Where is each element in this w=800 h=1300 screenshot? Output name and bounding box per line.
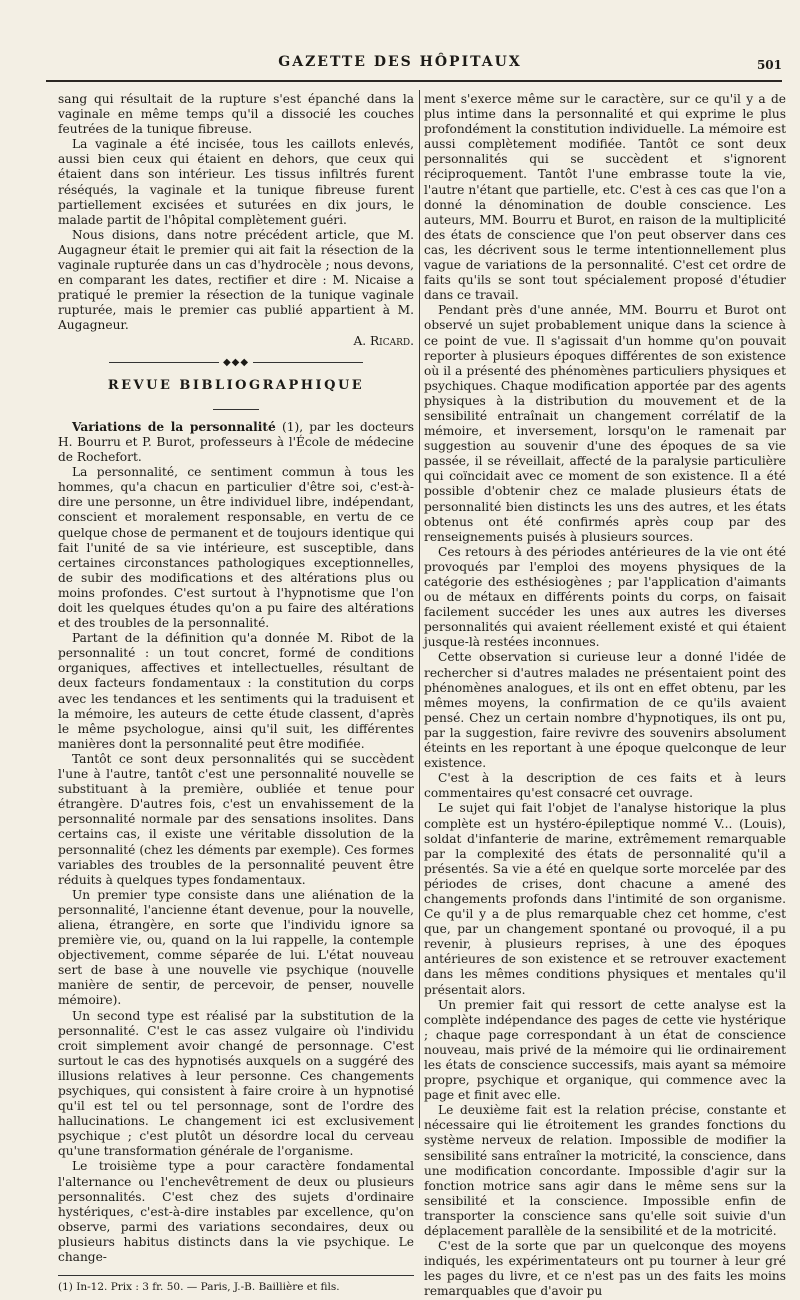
section-heading: REVUE BIBLIOGRAPHIQUE xyxy=(107,377,365,393)
paragraph: Un premier type consiste dans une aliénation de la personnalité, l'ancienne étant devenue, pour la nouvelle, aliena, étrangère, en sorte que l'individu ignore sa première vie, ou, quand on la lui rappelle, la contemple objectivement, comme séparée de lui. L'état nouveau sert de base à une nouvelle vie psychique (nouvelle manière de sentir, de percevoir, de penser, nouvelle mémoire). xyxy=(58,887,414,1008)
paragraph: Ces retours à des périodes antérieures de la vie ont été provoqués par l'emploi des moyens physiques de la catégorie des esthésiogènes ; par l'application d'aimants ou de métaux en différents points du corps, on faisait facilement succéder les unes aux autres les diverses personnalités qui avaient réellement existé et qui étaient jusque-là restées inconnues. xyxy=(424,544,786,650)
header-rule xyxy=(46,80,782,82)
paragraph: La personnalité, ce sentiment commun à tous les hommes, qu'a chacun en particulier d'être soi, c'est-à-dire une personne, un être individuel libre, indépendant, conscient et moralement responsable, en vertu de ce quelque chose de permanent et de toujours identique qui fait l'unité de sa vie intérieure, est susceptible, dans certaines circonstances pathologiques exceptionnelles, de subir des modifications et des altérations plus ou moins profondes. C'est surtout à l'hypnotisme que l'on doit les quelques études qu'on a pu faire des altérations et des troubles de la personnalité. xyxy=(58,465,414,631)
paragraph: Le sujet qui fait l'objet de l'analyse historique la plus complète est un hystéro-épileptique nommé V... (Louis), soldat d'infanterie de marine, extrêmement remarquable par la complexité des états de personnalité qu'il a présentés. Sa vie a été en quelque sorte morcelée par des périodes de crises, dont chacune a amené des changements profonds dans l'intimité de son organisme. Ce qu'il y a de plus remarquable chez cet homme, c'est que, par un changement spontané ou provoqué, il a pu revenir, à plusieurs reprises, à une des époques antérieures de son existence et se retrouver exactement dans les mêmes conditions physiques et mentales qu'il présentait alors. xyxy=(424,801,786,997)
review-entry xyxy=(58,420,414,465)
paragraph: Partant de la définition qu'a donnée M. Ribot de la personnalité : un tout concret, formé de conditions organiques, affectives et intellectuelles, résultant de deux facteurs fondamentaux : la constitution du corps avec les tendances et les sentiments qui la traduisent et la mémoire, les auteurs de cette étude classent, d'après le même psychologue, ainsi qu'il suit, les différentes manières dont la personnalité peut être modifiée. xyxy=(58,631,414,751)
paragraph: Tantôt ce sont deux personnalités qui se succèdent l'une à l'autre, tantôt c'est une personnalité nouvelle se substituant à la première, oubliée et tenue pour étrangère. D'autres fois, c'est un envahissement de la personnalité normale par des sensations insolites. Dans certains cas, il existe une véritable dissolution de la personnalité (chez les déments par exemple). Ces formes variables des troubles de la personnalité peuvent être réduits à quelques types fondamentaux. xyxy=(58,751,414,887)
paragraph: sang qui résultait de la rupture s'est épanché dans la vaginale en même temps qu'il a dissocié les couches feutrées de la tunique fibreuse. xyxy=(58,92,414,137)
paragraph: Un second type est réalisé par la substitution de la personnalité. C'est le cas assez vulgaire où l'individu croit simplement avoir changé de personnage. C'est surtout le cas des hypnotisés auxquels on a suggéré des illusions relatives à leur personne. Ces changements psychiques, qui consistent à faire croire à un hypnotisé qu'il est tel ou tel personnage, sont de l'ordre des hallucinations. Le changement ici est exclusivement psychique ; c'est plutôt un désordre local du cerveau qu'une transformation générale de l'organisme. xyxy=(58,1008,414,1159)
journal-title: GAZETTE DES HÔPITAUX xyxy=(278,54,522,70)
paragraph: Nous disions, dans notre précédent article, que M. Augagneur était le premier qui ait fait la résection de la vaginale rupturée dans un cas d'hydrocèle ; nous devons, en comparant les dates, rectifier et dire : M. Nicaise a pratiqué le premier la résection de la tunique vaginale rupturée, mais le premier cas publié appartient à M. Augagneur. xyxy=(58,227,414,333)
footnote: (1) In-12. Prix : 3 fr. 50. — Paris, J.-B. Baillière et fils. xyxy=(58,1281,340,1294)
review-title: Variations de la personnalité xyxy=(72,419,276,434)
paragraph: Le deuxième fait est la relation précise, constante et nécessaire qui lie étroitement les grandes fonctions du système nerveux de relation. Impossible de modifier la sensibilité sans entraîner la motricité, la conscience, dans une modification concordante. Impossible d'agir sur la fonction motrice sans agir dans le même sens sur la sensibilité et la conscience. Impossible enfin de transporter la conscience sans qu'elle soit suivie d'un déplacement parallèle de la sensibilité et de la motricité. xyxy=(424,1103,786,1239)
section-ornament: ◆◆◆ xyxy=(58,355,414,370)
running-head xyxy=(0,48,800,78)
paragraph: Cette observation si curieuse leur a donné l'idée de rechercher si d'autres malades ne présentaient point des phénomènes analogues, et ils ont en effet obtenu, par les mêmes moyens, la confirmation de ce qu'ils avaient pensé. Chez un certain nombre d'hypnotiques, ils ont pu, par la suggestion, faire revivre des souvenirs absolument éteints en les reportant à une époque quelconque de leur existence. xyxy=(424,650,786,771)
left-column xyxy=(58,92,414,1295)
footnote-rule xyxy=(58,1275,414,1276)
paragraph: Pendant près d'une année, MM. Bourru et Burot ont observé un sujet probablement unique dans la science à ce point de vue. Il s'agissait d'un homme qu'on pouvait reporter à plusieurs époques différentes de son existence où il a présenté des phénomènes particuliers physiques et psychiques. Chaque modification apportée par des agents physiques à la distribution du mouvement et de la sensibilité entraînait un changement corrélatif de la mémoire, et inversement, lorsqu'on le ramenait par suggestion au souvenir d'une des époques de sa vie passée, il se réveillait, affecté de la paralysie particulière qui coïncidait avec ce moment de son existence. Il a été possible d'obtenir chez ce malade plusieurs états de personnalité bien distincts les uns des autres, et les états obtenus ont été confirmés après coup par des renseignements puisés à plusieurs sources. xyxy=(424,303,786,544)
author-signature: A. Ricard. xyxy=(353,333,414,348)
page-number: 501 xyxy=(756,58,782,72)
review-reference: (1), par les docteurs H. Bourru et P. Burot, professeurs à l'École de médecine de Rochefort. xyxy=(58,419,414,465)
right-column xyxy=(424,92,786,1300)
paragraph: ment s'exerce même sur le caractère, sur ce qu'il y a de plus intime dans la personnalité et qui exprime le plus profondément la constitution individuelle. La mémoire est aussi complètement modifiée. Tantôt ce sont deux personnalités qui se succèdent et s'ignorent réciproquement. Tantôt l'une embrasse toute la vie, l'autre n'étant que partielle, etc. C'est à ces cas que l'on a donné la dénomination de double conscience. Les auteurs, MM. Bourru et Burot, en raison de la multiplicité des états de conscience que l'on peut observer dans ces cas, les décrivent sous le terme intentionnellement plus vague de variations de la personnalité. C'est cet ordre de faits qu'ils se sont tout spécialement proposé d'étudier dans ce travail. xyxy=(424,92,786,303)
heading-rule xyxy=(58,399,414,414)
paragraph: C'est à la description de ces faits et à leurs commentaires qu'est consacré cet ouvrage. xyxy=(424,771,786,801)
paragraph: Un premier fait qui ressort de cette analyse est la complète indépendance des pages de cette vie hystérique ; chaque page correspondant à un état de conscience nouveau, mais privé de la mémoire qui lie ordinairement les états de conscience successifs, mais ayant sa mémoire propre, psychique et organique, qui commence avec la page et finit avec elle. xyxy=(424,997,786,1103)
paragraph: Le troisième type a pour caractère fondamental l'alternance ou l'enchevêtrement de deux ou plusieurs personnalités. C'est chez des sujets d'ordinaire hystériques, c'est-à-dire instables par excellence, qu'on observe, parmi des variations secondaires, deux ou plusieurs habitus distincts dans la vie psychique. Le change- xyxy=(58,1159,414,1265)
paragraph: C'est de la sorte que par un quelconque des moyens indiqués, les expérimentateurs ont pu tourner à leur gré les pages du livre, et ce n'est pas un des faits les moins remarquables que d'avoir pu xyxy=(424,1239,786,1299)
paragraph: La vaginale a été incisée, tous les caillots enlevés, aussi bien ceux qui étaient en dehors, que ceux qui étaient dans son intérieur. Les tissus infiltrés furent réséqués, la vaginale et la tunique fibreuse furent partiellement excisées et suturées en dix jours, le malade partit de l'hôpital complètement guéri. xyxy=(58,137,414,227)
column-divider xyxy=(419,90,420,1128)
